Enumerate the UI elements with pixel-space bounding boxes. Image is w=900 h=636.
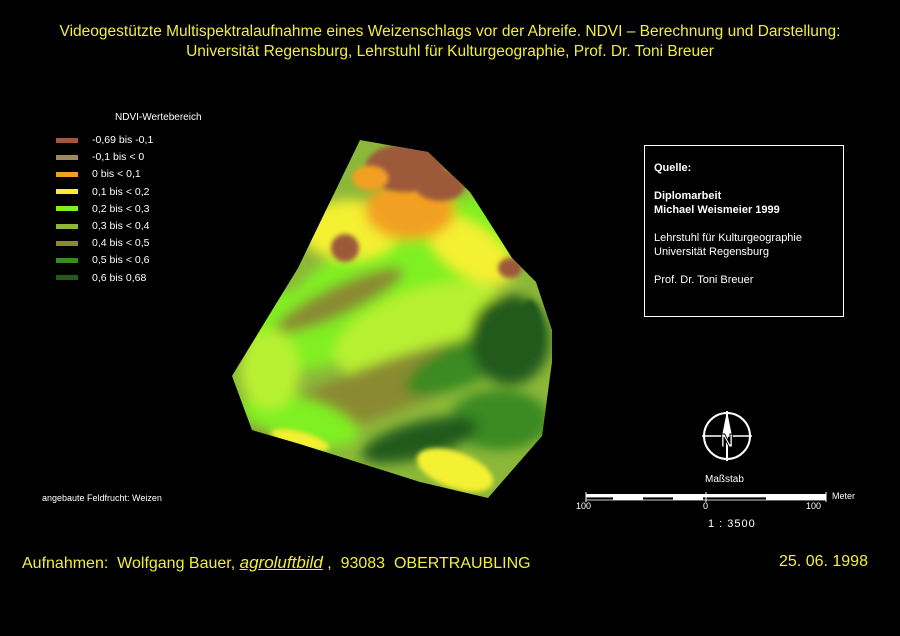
- credit-suffix: , 93083 OBERTRAUBLING: [322, 555, 531, 572]
- legend-label: 0,6 bis 0,68: [92, 271, 147, 284]
- header-line-1: Videogestützte Multispektralaufnahme eines Weizenschlags vor der Abreife. NDVI – Berechnung und Darstellung:: [59, 23, 841, 40]
- photo-credit: [22, 553, 531, 573]
- field-area: [220, 130, 570, 510]
- legend-label: 0,4 bis < 0,5: [92, 237, 150, 250]
- legend-label: 0,3 bis < 0,4: [92, 220, 150, 232]
- legend-label: -0,1 bis < 0: [92, 151, 145, 164]
- source-uni: Universität Regensburg: [654, 246, 769, 258]
- scale-title: Maßstab: [705, 474, 744, 485]
- photo-date: 25. 06. 1998: [779, 553, 868, 570]
- source-heading: Quelle:: [654, 162, 692, 174]
- source-box: [644, 145, 844, 317]
- legend-title: NDVI-Wertebereich: [115, 112, 202, 123]
- source-author: Michael Weismeier 1999: [654, 204, 780, 216]
- scale-unit: Meter: [832, 491, 856, 501]
- compass-letter: N: [720, 431, 734, 451]
- scale-tick-right: 100: [806, 501, 822, 511]
- crop-note: angebaute Feldfrucht: Weizen: [42, 493, 162, 503]
- legend-label: -0,69 bis -0,1: [92, 134, 154, 146]
- header-line-2: Universität Regensburg, Lehrstuhl für Kulturgeographie, Prof. Dr. Toni Breuer: [186, 43, 714, 60]
- legend-label: 0,1 bis < 0,2: [92, 185, 150, 198]
- source-dept: Lehrstuhl für Kulturgeographie: [654, 232, 802, 244]
- source-thesis: Diplomarbeit: [654, 190, 722, 202]
- agroluftbild-link[interactable]: agroluftbild: [239, 553, 323, 572]
- credit-prefix: Aufnahmen: Wolfgang Bauer,: [22, 555, 240, 572]
- scale-tick-left: 100: [576, 501, 592, 511]
- north-arrow-icon: [702, 411, 752, 461]
- legend-label: 0,5 bis < 0,6: [92, 254, 150, 267]
- scale-ratio: 1 : 3500: [708, 518, 756, 530]
- scale-tick-zero: 0: [703, 501, 709, 511]
- legend-label: 0,2 bis < 0,3: [92, 202, 150, 215]
- legend-label: 0 bis < 0,1: [92, 168, 141, 181]
- source-prof: Prof. Dr. Toni Breuer: [654, 274, 754, 286]
